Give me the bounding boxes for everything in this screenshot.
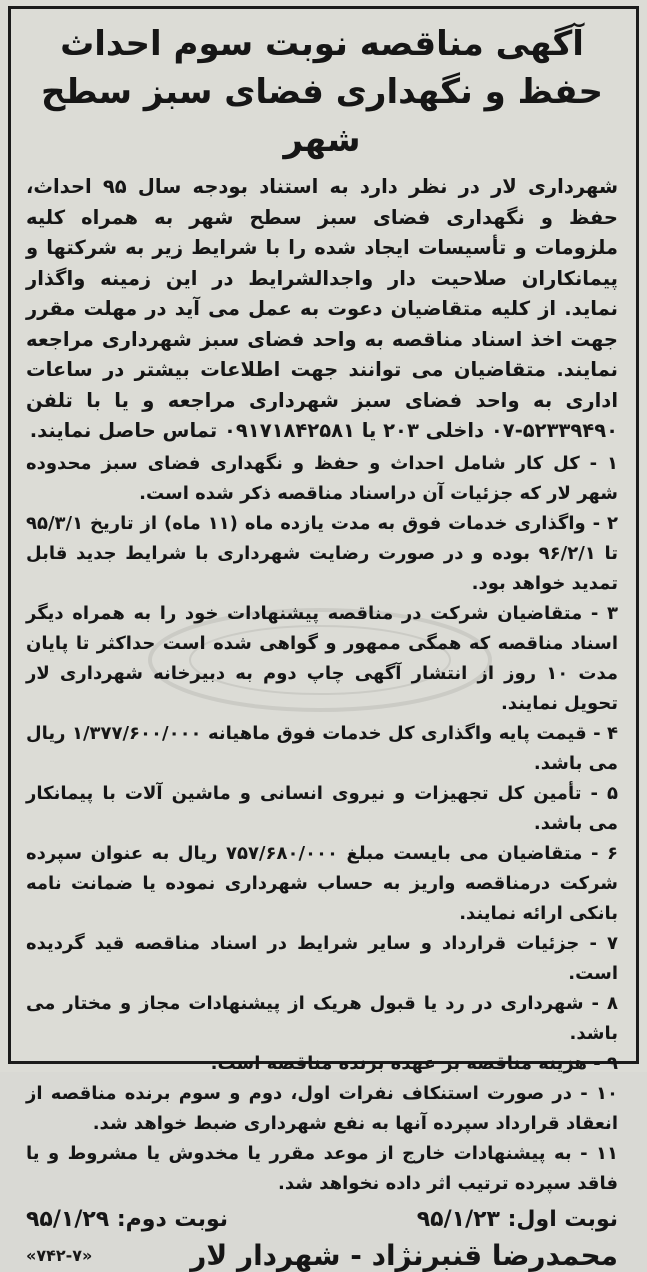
ad-content [26, 20, 619, 1272]
signatory-name: محمدرضا قنبرنژاد - شهردار لار [190, 1238, 618, 1272]
ad-title-line-1: آگهی مناقصه نوبت سوم احداث [60, 24, 584, 64]
condition-item: ۱۰ - در صورت استنکاف نفرات اول، دوم و سوم برنده مناقصه از انعقاد قرارداد سپرده آنها به نفع شهرداری ضبط خواهد شد. [26, 1082, 618, 1134]
ad-code: «۷۴۲-۷» [26, 1245, 93, 1265]
condition-item: ۸ - شهرداری در رد یا قبول هریک از پیشنهادات مجاز و مختار می باشد. [26, 992, 618, 1044]
conditions-list [26, 449, 618, 1199]
signature-row [26, 1239, 618, 1272]
condition-item: ۳ - متقاضیان شرکت در مناقصه پیشنهادات خود را به همراه دیگر اسناد مناقصه که همگی ممهور و گواهی شده است حداکثر تا پایان مدت ۱۰ روز از انتشار آگهی چاپ دوم به دبیرخانه شهرداری لار تحویل نمایند. [26, 602, 618, 714]
condition-item: ۹ - هزینه مناقصه بر عهده برنده مناقصه است. [210, 1052, 618, 1074]
condition-item: ۶ - متقاضیان می بایست مبلغ ۷۵۷/۶۸۰/۰۰۰ ریال به عنوان سپرده شرکت درمناقصه واریز به حساب شهرداری نموده یا ضمانت نامه بانکی ارائه نمایند. [26, 842, 619, 924]
second-round-date: نوبت دوم: ۹۵/۱/۲۹ [26, 1206, 229, 1232]
condition-item: ۲ - واگذاری خدمات فوق به مدت یازده ماه (۱۱ ماه) از تاریخ ۹۵/۳/۱ تا ۹۶/۲/۱ بوده و در صورت رضایت شهرداری با شرایط جدید قابل تمدید خواهد بود. [26, 512, 619, 594]
condition-item: ۴ - قیمت پایه واگذاری کل خدمات فوق ماهیانه ۱/۳۷۷/۶۰۰/۰۰۰ ریال می باشد. [26, 722, 619, 774]
condition-item: ۱۱ - به پیشنهادات خارج از موعد مقرر یا مخدوش یا مشروط و یا فاقد سپرده ترتیب اثر داده نخواهد شد. [26, 1142, 618, 1194]
ad-title-line-2: حفظ و نگهداری فضای سبز سطح شهر [41, 72, 603, 160]
condition-item: ۷ - جزئیات قرارداد و سایر شرایط در اسناد مناقصه قید گردیده است. [26, 932, 618, 984]
condition-item: ۱ - کل کار شامل احداث و حفظ و نگهداری فضای سبز محدوده شهر لار که جزئیات آن دراسناد مناقصه ذکر شده است. [26, 452, 618, 504]
first-round-date: نوبت اول: ۹۵/۱/۲۳ [416, 1206, 618, 1232]
condition-item: ۵ - تأمین کل تجهیزات و نیروی انسانی و ماشین آلات با پیمانکار می باشد. [26, 782, 618, 834]
ad-intro-paragraph: شهرداری لار در نظر دارد به استناد بودجه سال ۹۵ احداث، حفظ و نگهداری فضای سبز سطح شهر به همراه کلیه ملزومات و تأسیسات ایجاد شده را با شرایط زیر به شرکتها و پیمانکاران صلاحیت دار واجدالشرایط در این زمینه واگذار نماید. از کلیه متقاضیان دعوت به عمل می آید در مهلت مقرر جهت اخذ اسناد مناقصه به واحد فضای سبز شهرداری مراجعه نمایند. متقاضیان می توانند جهت اطلاعات بیشتر در ساعات اداری به واحد فضای سبز شهرداری مراجعه و یا با تلفن ۵۲۳۳۹۴۹۰-۰۷ داخلی ۲۰۳ یا ۰۹۱۷۱۸۴۲۵۸۱ تماس حاصل نمایند. [26, 175, 619, 442]
publication-dates [26, 1203, 618, 1237]
